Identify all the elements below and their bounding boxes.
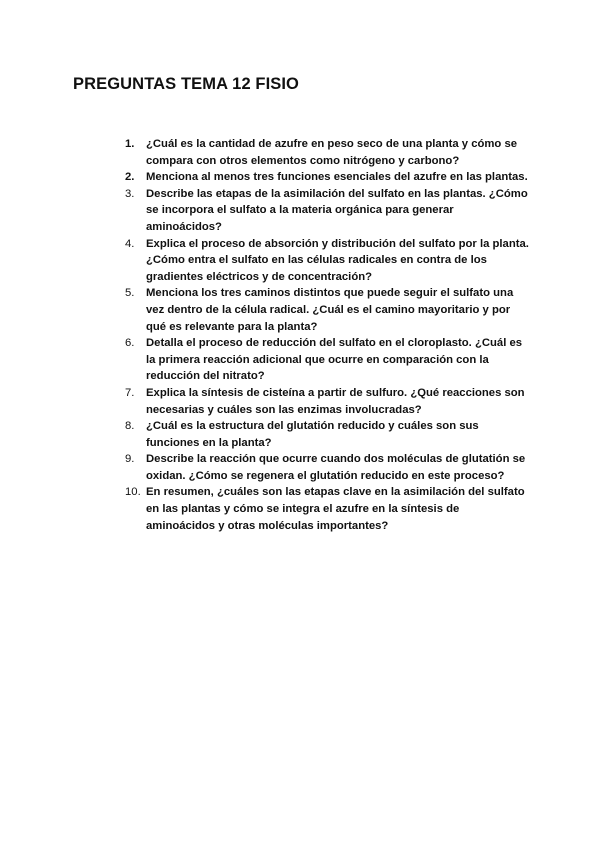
item-text: ¿Cuál es la estructura del glutatión reducido y cuáles son sus funciones en la planta? [146,420,479,449]
item-text: En resumen, ¿cuáles son las etapas clave en la asimilación del sulfato en las plantas y cómo se integra el azufre en la síntesis de aminoácidos y otras moléculas importantes? [146,486,525,532]
list-item [125,484,530,534]
item-number: 1. [125,138,135,150]
list-item [125,169,530,186]
question-list [125,136,530,534]
list-item [125,285,530,335]
list-item [125,451,530,484]
item-text: Menciona al menos tres funciones esenciales del azufre en las plantas. [146,171,528,184]
page-title: PREGUNTAS TEMA 12 FISIO [73,75,299,93]
item-text: ¿Cuál es la cantidad de azufre en peso seco de una planta y cómo se compara con otros elementos como nitrógeno y carbono? [146,138,518,167]
item-text: Describe las etapas de la asimilación del sulfato en las plantas. ¿Cómo se incorpora el sulfato a la materia orgánica para generar aminoácidos? [146,187,528,233]
item-text: Menciona los tres caminos distintos que puede seguir el sulfato una vez dentro de la célula radical. ¿Cuál es el camino mayoritario y por qué es relevante para la planta? [146,287,514,333]
item-text: Detalla el proceso de reducción del sulfato en el cloroplasto. ¿Cuál es la primera reacción adicional que ocurre en comparación con la reducción del nitrato? [146,337,523,383]
item-number: 7. [125,386,135,399]
list-item [125,236,530,286]
item-number: 6. [125,337,135,350]
list-item [125,335,530,385]
item-text: Explica la síntesis de cisteína a partir de sulfuro. ¿Qué reacciones son necesarias y cuáles son las enzimas involucradas? [146,386,525,416]
item-number: 10. [125,486,141,499]
list-item [125,186,530,236]
list-item [125,136,530,169]
item-number: 3. [125,187,135,200]
item-number: 9. [125,453,135,466]
list-item [125,385,530,418]
list-item [125,418,530,451]
item-number: 4. [125,237,135,250]
item-number: 5. [125,287,135,300]
item-text: Explica el proceso de absorción y distribución del sulfato por la planta. ¿Cómo entra el sulfato en las células radicales en contra de los gradientes eléctricos y de concentración? [146,237,529,283]
item-number: 8. [125,420,135,433]
item-text: Describe la reacción que ocurre cuando dos moléculas de glutatión se oxidan. ¿Cómo se regenera el glutatión reducido en este proceso? [146,453,526,482]
item-number: 2. [125,171,135,184]
